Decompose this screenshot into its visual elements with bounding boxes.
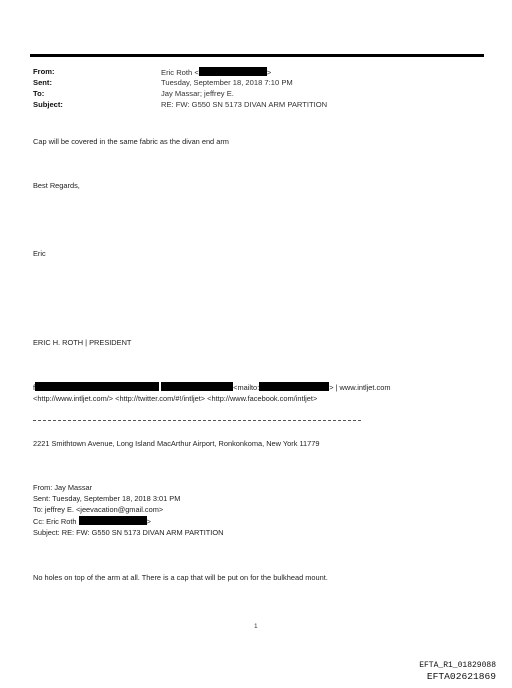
quoted-body: No holes on top of the arm at all. There is a cap that will be put on for the bulkhead mount. [33, 573, 328, 582]
to-value: Jay Massar; jeffrey E. [161, 89, 234, 98]
signoff-name: Eric [33, 249, 46, 258]
quoted-to: To: jeffrey E. <jeevacation@gmail.com> [33, 505, 164, 514]
mailto-text: <mailto: [233, 383, 260, 392]
sent-value: Tuesday, September 18, 2018 7:10 PM [161, 78, 293, 87]
to-label: To: [33, 89, 45, 98]
bates-number-primary: EFTA_R1_01829088 [419, 661, 496, 670]
cc-bracket: > [146, 517, 151, 526]
signature-title: ERIC H. ROTH | PRESIDENT [33, 338, 132, 347]
from-name: Eric Roth < [161, 68, 199, 77]
quoted-cc [33, 516, 151, 527]
redaction-block [161, 382, 233, 391]
quoted-subject: Subject: RE: FW: G550 SN 5173 DIVAN ARM PARTITION [33, 528, 224, 537]
cc-name: Cc: Eric Roth [33, 517, 77, 526]
from-value [161, 67, 271, 78]
header-rule [30, 54, 484, 57]
signature-links[interactable]: <http://www.intljet.com/> <http://twitter.com/#!/intljet> <http://www.facebook.com/intljet> [33, 394, 318, 403]
dashed-separator [33, 420, 361, 421]
signature-contact-line [33, 382, 391, 393]
sent-label: Sent: [33, 78, 52, 87]
signature-address: 2221 Smithtown Avenue, Long Island MacArthur Airport, Ronkonkoma, New York 11779 [33, 439, 320, 448]
quoted-from: From: Jay Massar [33, 483, 93, 492]
quoted-sent: Sent: Tuesday, September 18, 2018 3:01 PM [33, 494, 181, 503]
from-label: From: [33, 67, 55, 76]
body-line: Cap will be covered in the same fabric as the divan end arm [33, 137, 229, 146]
subject-value: RE: FW: G550 SN 5173 DIVAN ARM PARTITION [161, 100, 328, 109]
bates-number-secondary: EFTA02621869 [426, 671, 496, 682]
from-bracket: > [266, 68, 272, 77]
redaction-block [199, 67, 267, 76]
redaction-block [79, 516, 147, 525]
website-link[interactable]: > | www.intljet.com [329, 383, 391, 392]
redaction-block [259, 382, 329, 391]
page-number: 1 [254, 623, 258, 630]
regards-line: Best Regards, [33, 181, 80, 190]
contact-prefix: f [33, 383, 36, 392]
redaction-block [35, 382, 159, 391]
subject-label: Subject: [33, 100, 63, 109]
